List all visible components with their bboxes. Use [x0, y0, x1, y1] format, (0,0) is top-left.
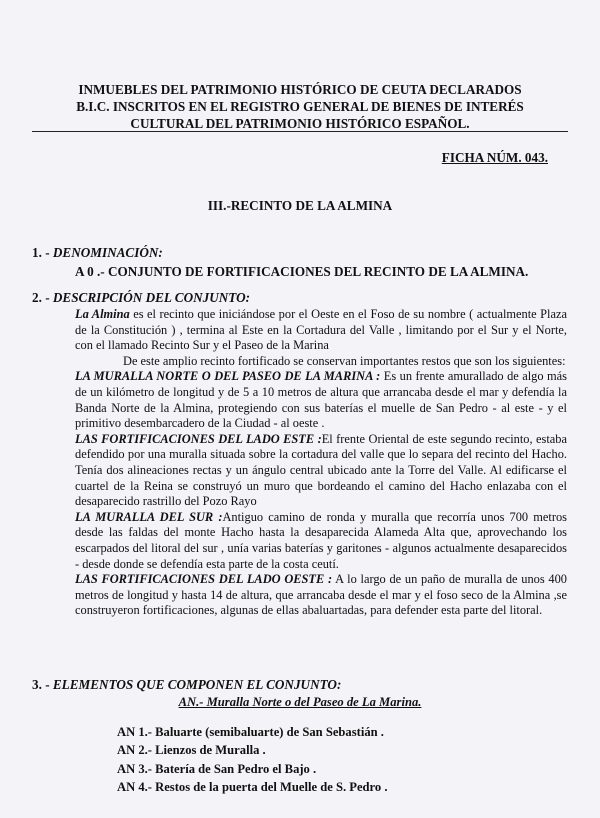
paragraph-lado-este: [75, 432, 567, 510]
elementos-title: ELEMENTOS QUE COMPONEN EL CONJUNTO:: [52, 677, 342, 692]
paragraph-restos: [75, 354, 567, 370]
elementos-heading: [32, 677, 341, 693]
almina-label: La Almina: [75, 307, 130, 321]
descripcion-number: 2. -: [32, 290, 53, 305]
paragraph-muralla-sur: [75, 510, 567, 572]
denominacion-body: A 0 .- CONJUNTO DE FORTIFICACIONES DEL RECINTO DE LA ALMINA.: [75, 264, 529, 279]
header-line-1: INMUEBLES DEL PATRIMONIO HISTÓRICO DE CEUTA DECLARADOS: [78, 82, 522, 97]
restos-text: De este amplio recinto fortificado se conservan importantes restos que son los siguientes:: [123, 353, 566, 368]
lado-oeste-text: A lo largo de un paño de muralla de unos 400 metros de longitud y hasta 14 de altura, que arrancaba desde el mar y el foso seco de la Almina ,se construyeron fortificaciones, algunas de ellas abaluartadas, para defender esta parte del litoral.: [75, 572, 567, 618]
muralla-sur-text: Antiguo camino de ronda y muralla que recorría unos 700 metros desde las faldas del monte Hacho hasta la desaparecida Alameda Alta que, aprovechando los escarpados del litoral del sur , unía varias baterías y garitones - algunos actualmente desaparecidos - desde donde se defendía esta parte de la costa ceutí.: [75, 509, 567, 571]
paragraph-almina: [75, 307, 567, 354]
muralla-norte-text: Es un frente amurallado de algo más de un kilómetro de longitud y de 5 a 10 metros de altura que arrancaba desde el mar y defendía la Banda Norte de la Almina, protegiendo con sus baterías el muelle de San Pedro - al este - y el primitivo desembarcadero de la Ciudad - al oeste .: [75, 369, 568, 431]
lado-este-label: LAS FORTIFICACIONES DEL LADO ESTE :: [75, 431, 322, 446]
header-line-2: B.I.C. INSCRITOS EN EL REGISTRO GENERAL DE BIENES DE INTERÉS: [76, 99, 524, 114]
ficha-number: FICHA NÚM. 043.: [441, 150, 548, 165]
denominacion-number: 1. -: [32, 245, 53, 260]
descripcion-body: [75, 307, 567, 619]
list-item: AN 3.- Batería de San Pedro el Bajo .: [117, 761, 317, 776]
elementos-number: 3. -: [32, 677, 53, 692]
lado-oeste-label: LAS FORTIFICACIONES DEL LADO OESTE :: [75, 572, 333, 587]
header-line-3: CULTURAL DEL PATRIMONIO HISTÓRICO ESPAÑOL.: [130, 116, 470, 131]
section-title: III.-RECINTO DE LA ALMINA: [207, 198, 393, 213]
descripcion-title: DESCRIPCIÓN DEL CONJUNTO:: [52, 290, 250, 305]
paragraph-lado-oeste: [75, 572, 567, 619]
elementos-list: [117, 723, 388, 797]
almina-text: es el recinto que iniciándose por el Oeste en el Foso de su nombre ( actualmente Plaza de la Constitución ) , termina al Este en la Cortadura del Valle , limitando por el Sur y el Norte, con el llamado Recinto Sur y el Paseo de la Marina: [75, 307, 567, 353]
descripcion-heading: [32, 290, 250, 306]
elementos-subtitle: AN.- Muralla Norte o del Paseo de La Marina.: [178, 695, 422, 709]
muralla-sur-label: LA MURALLA DEL SUR :: [75, 509, 223, 524]
list-item: AN 2.- Lienzos de Muralla .: [117, 743, 266, 758]
denominacion-title: DENOMINACIÓN:: [52, 245, 163, 260]
header-divider: [32, 131, 568, 132]
denominacion-heading: [32, 245, 163, 261]
paragraph-muralla-norte: [75, 369, 567, 431]
list-item: AN 4.- Restos de la puerta del Muelle de S. Pedro .: [117, 780, 388, 795]
lado-este-text: El frente Oriental de este segundo recinto, estaba defendido por una muralla situada sobre la cortadura del valle que lo separa del recinto del Hacho. Tenía dos alineaciones rectas y un ángulo central ubicado ante la Torre del Valle. Al edificarse el cuartel de la Reina se construyó un muro que bordeando el camino del Hacho enlazaba con el desaparecido rastrillo del Pozo Rayo: [75, 431, 568, 509]
muralla-norte-label: LA MURALLA NORTE O DEL PASEO DE LA MARINA :: [75, 369, 381, 384]
document-header: [32, 81, 568, 132]
list-item: AN 1.- Baluarte (semibaluarte) de San Sebastián .: [117, 725, 384, 739]
